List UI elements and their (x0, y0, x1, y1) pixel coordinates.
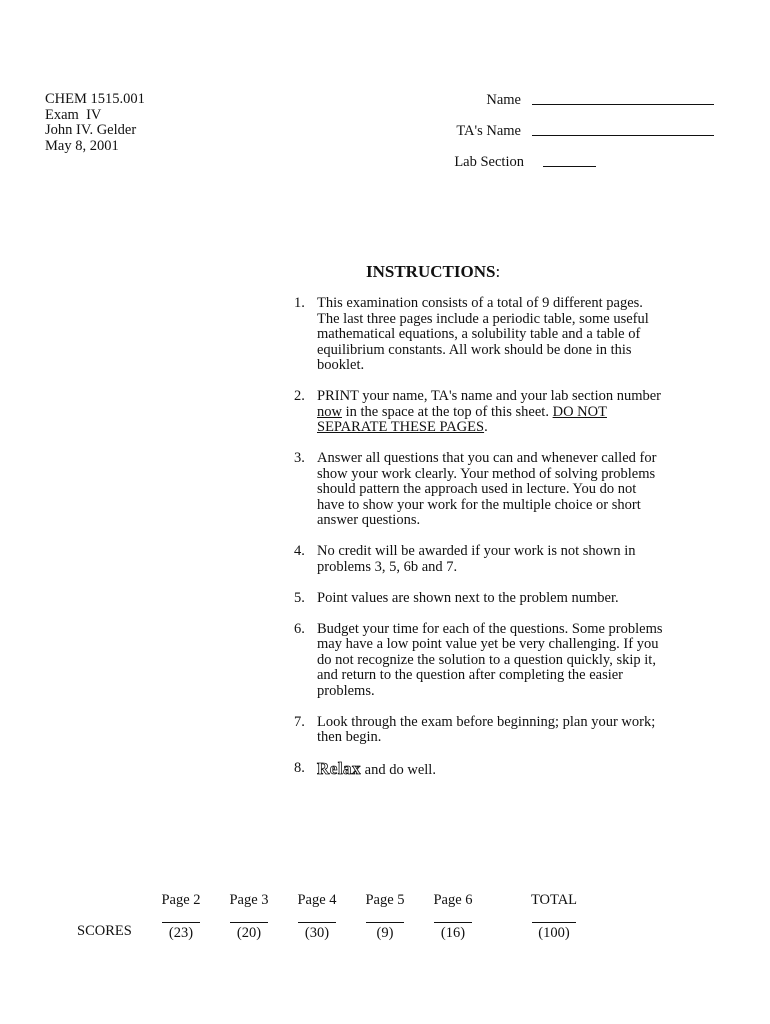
score-blank[interactable] (366, 922, 404, 923)
course-info (45, 92, 145, 154)
score-blank[interactable] (162, 922, 200, 923)
score-blank[interactable] (230, 922, 268, 923)
score-blank[interactable] (434, 922, 472, 923)
score-page-2: Page 2 (23) (161, 892, 201, 941)
name-field[interactable] (532, 92, 714, 105)
instructions-list (294, 296, 664, 794)
instruction-item: 3. Answer all questions that you can and whenever called for show your work clearly. Your method of solving problems should pattern the approach used in lecture. You do not have to show your work for the multiple choice or short answer questions. (294, 450, 657, 528)
instruction-item: 4. No credit will be awarded if your work is not shown in problems 3, 5, 6b and 7. (294, 543, 636, 575)
instruction-item: 5. Point values are shown next to the problem number. (294, 589, 619, 606)
name-label: Name (486, 92, 521, 108)
instruction-item: 8. Relax and do well. (294, 759, 436, 778)
ta-name-label: TA's Name (456, 123, 521, 139)
score-page-5: Page 5 (9) (365, 892, 405, 941)
instructor-name: John IV. Gelder (45, 122, 137, 138)
scores-label: SCORES (77, 923, 132, 939)
instruction-item: 1. This examination consists of a total of 9 different pages. The last three pages include a periodic table, some useful mathematical equations, a solubility table and a table of equilibrium constants. All work should be done in this booklet. (294, 295, 649, 373)
score-blank[interactable] (298, 922, 336, 923)
exam-date: May 8, 2001 (45, 137, 119, 154)
relax-word: Relax (317, 759, 362, 778)
lab-section-field[interactable] (543, 154, 596, 167)
score-total: TOTAL (100) (530, 892, 578, 941)
instruction-item: 6. Budget your time for each of the questions. Some problems may have a low point value yet be very challenging. If you do not recognize the solution to a question quickly, skip it, and return to the question after completing the easier problems. (294, 620, 663, 699)
score-page-3: Page 3 (20) (229, 892, 269, 941)
instruction-item: 2. PRINT your name, TA's name and your lab section number now in the space at the top of this sheet. DO NOT SEPARATE THESE PAGES. (294, 388, 662, 435)
instructions-title: INSTRUCTIONS: (366, 262, 501, 281)
exam-number: Exam IV (45, 106, 102, 123)
score-page-6: Page 6 (16) (433, 892, 473, 941)
instruction-item: 7. Look through the exam before beginning; plan your work; then begin. (294, 713, 656, 745)
score-page-4: Page 4 (30) (297, 892, 337, 941)
lab-section-label: Lab Section (454, 154, 524, 170)
score-blank[interactable] (532, 922, 576, 923)
course-code: CHEM 1515.001 (45, 91, 145, 107)
ta-name-field[interactable] (532, 123, 714, 136)
